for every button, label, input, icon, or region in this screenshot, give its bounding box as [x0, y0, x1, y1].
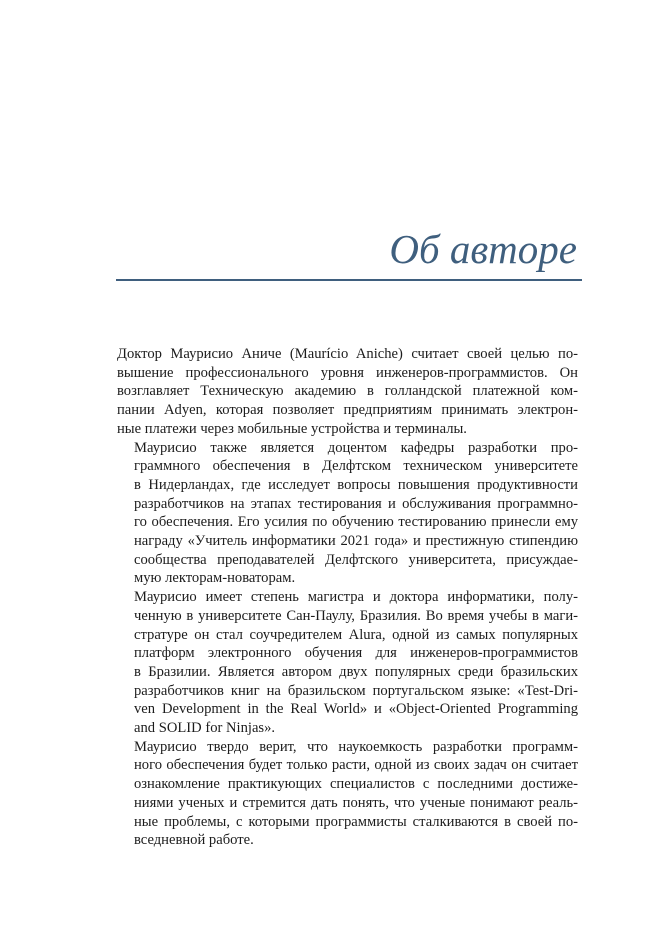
title-rule: [116, 279, 582, 281]
text-line: сообщества преподавателей Делфтского университета, присуждае-: [134, 551, 578, 568]
text-line: мую лекторам-новаторам.: [134, 570, 296, 587]
text-line: в Нидерландах, где исследует вопросы повышения продуктивности: [134, 476, 578, 493]
text-line: ного обеспечения будет только расти, одной из своих задач он считает: [134, 757, 578, 774]
text-line: Маурисио также является доцентом кафедры разработки про-: [134, 439, 578, 456]
paragraph-4: [117, 738, 578, 850]
text-line: в Бразилии. Является автором двух популярных среди бразильских: [134, 663, 578, 680]
text-line: награду «Учитель информатики 2021 года» и престижную стипендию: [134, 533, 578, 550]
body-text: [117, 345, 578, 850]
text-line: разработчиков книг на бразильском португальском языке: «Test-Dri-: [134, 682, 578, 699]
paragraph-2: [117, 439, 578, 589]
text-line: ные проблемы, с которыми программисты сталкиваются в своей по-: [134, 813, 578, 830]
text-line: вышение профессионального уровня инженеров-программистов. Он: [117, 364, 578, 381]
text-line: ченную в университете Сан-Паулу, Бразилия. Во время учебы в маги-: [134, 607, 578, 624]
text-line: and SOLID for Ninjas».: [134, 720, 276, 737]
paragraph-3: [117, 588, 578, 738]
text-line: граммного обеспечения в Делфтском техническом университете: [134, 458, 578, 475]
paragraph-1: [117, 345, 578, 439]
text-line: разработчиков на этапах тестирования и обслуживания программно-: [134, 495, 578, 512]
text-line: пании Adyen, которая позволяет предприятиям принимать электрон-: [117, 402, 578, 419]
text-line: ные платежи через мобильные устройства и терминалы.: [117, 420, 467, 437]
text-line: Доктор Маурисио Аниче (Maurício Aniche) считает своей целью по-: [117, 346, 578, 362]
text-line: вседневной работе.: [134, 832, 254, 849]
text-line: платформ электронного обучения для инженеров-программистов: [134, 645, 578, 662]
text-line: Маурисио твердо верит, что наукоемкость разработки программ-: [134, 738, 578, 755]
text-line: ниями ученых и стремится дать понять, что ученые понимают реаль-: [134, 794, 578, 811]
text-line: ven Development in the Real World» и «Object-Oriented Programming: [134, 701, 578, 718]
text-line: стратуре он стал соучредителем Alura, одной из самых популярных: [134, 626, 578, 643]
text-line: возглавляет Техническую академию в голландской платежной ком-: [117, 383, 578, 400]
text-line: Маурисио имеет степень магистра и доктора информатики, полу-: [134, 589, 578, 606]
chapter-title: Об авторе: [389, 226, 577, 272]
text-line: го обеспечения. Его усилия по обучению тестированию принесли ему: [134, 514, 578, 531]
text-line: ознакомление практикующих специалистов с последними достиже-: [134, 776, 578, 793]
